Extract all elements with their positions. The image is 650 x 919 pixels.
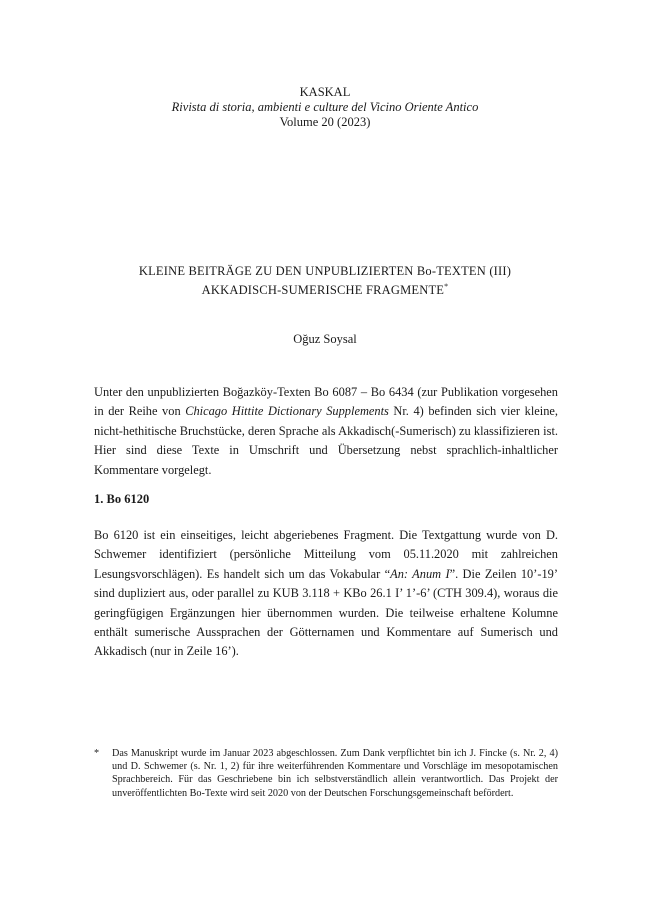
section-text-1: Bo 6120 ist ein einseitiges, leicht abgeriebenes Fragment. Die Textgattung wurde von D. Schwemer identifiziert (persönliche Mitteilung vom 05.11.2020 mit zahlreichen Lesungsvorschlägen). Es handelt sich um das Vokabular “ — [94, 528, 558, 581]
section-heading: 1. Bo 6120 — [94, 492, 150, 506]
title-line-2-text: AKKADISCH-SUMERISCHE FRAGMENTE — [201, 283, 445, 298]
journal-header — [0, 85, 650, 130]
abstract-paragraph — [94, 383, 558, 480]
abstract-text-2: Nr. 4) befinden sich vier kleine, nicht-hethitische Bruchstücke, deren Sprache als Akkadisch(-Sumerisch) zu klassifizieren ist. Hier sind diese Texte in Umschrift und Übersetzung nebst sprachlich-inhaltlicher Kommentare vorgelegt. — [94, 404, 558, 477]
section-vocabulary-title: An: Anum I — [390, 566, 450, 581]
section-paragraph — [94, 526, 558, 662]
article-title — [0, 264, 650, 298]
footnote-mark: * — [94, 748, 100, 759]
section-text-2: ”. Die Zeilen 10’-19’ sind dupliziert aus, oder parallel zu KUB 3.118 + KBo 26.1 I’ 1’-6’ (CTH 309.4), woraus die geringfügigen Ergänzungen hier übernommen wurden. Die teilweise erhaltene Kolumne enthält sumerische Aussprachen der Götternamen und Kommentare auf Sumerisch und Akkadisch (nur in Zeile 16’). — [94, 566, 559, 659]
abstract-text-1: Unter den unpublizierten Boğazköy-Texten Bo 6087 – Bo 6434 (zur Publikation vorgesehen in der Reihe von — [94, 385, 558, 419]
journal-volume: Volume 20 (2023) — [279, 115, 371, 129]
footnote-text: Das Manuskript wurde im Januar 2023 abgeschlossen. Zum Dank verpflichtet bin ich J. Fincke (s. Nr. 2, 4) und D. Schwemer (s. Nr. 1, 2) für ihre weiterführenden Kommentare und Vorschläge im mesopotamischen Sprachbereich. Für das Geschriebene bin ich selbstverständlich allein verantwortlich. Das Projekt der unveröffentlichten Bo-Texte wird seit 2020 von der Deutschen Forschungsgemeinschaft befördert. — [112, 748, 558, 799]
abstract-series-title: Chicago Hittite Dictionary Supplements — [185, 404, 389, 419]
footnote — [94, 747, 558, 800]
journal-name: KASKAL — [299, 85, 351, 99]
title-line-2 — [0, 279, 650, 298]
author-name: Oğuz Soysal — [293, 332, 357, 346]
journal-subtitle: Rivista di storia, ambienti e culture del Vicino Oriente Antico — [171, 100, 479, 114]
title-line-1: KLEINE BEITRÄGE ZU DEN UNPUBLIZIERTEN Bo-TEXTEN (III) — [138, 264, 512, 278]
title-footnote-mark: * — [444, 282, 449, 291]
